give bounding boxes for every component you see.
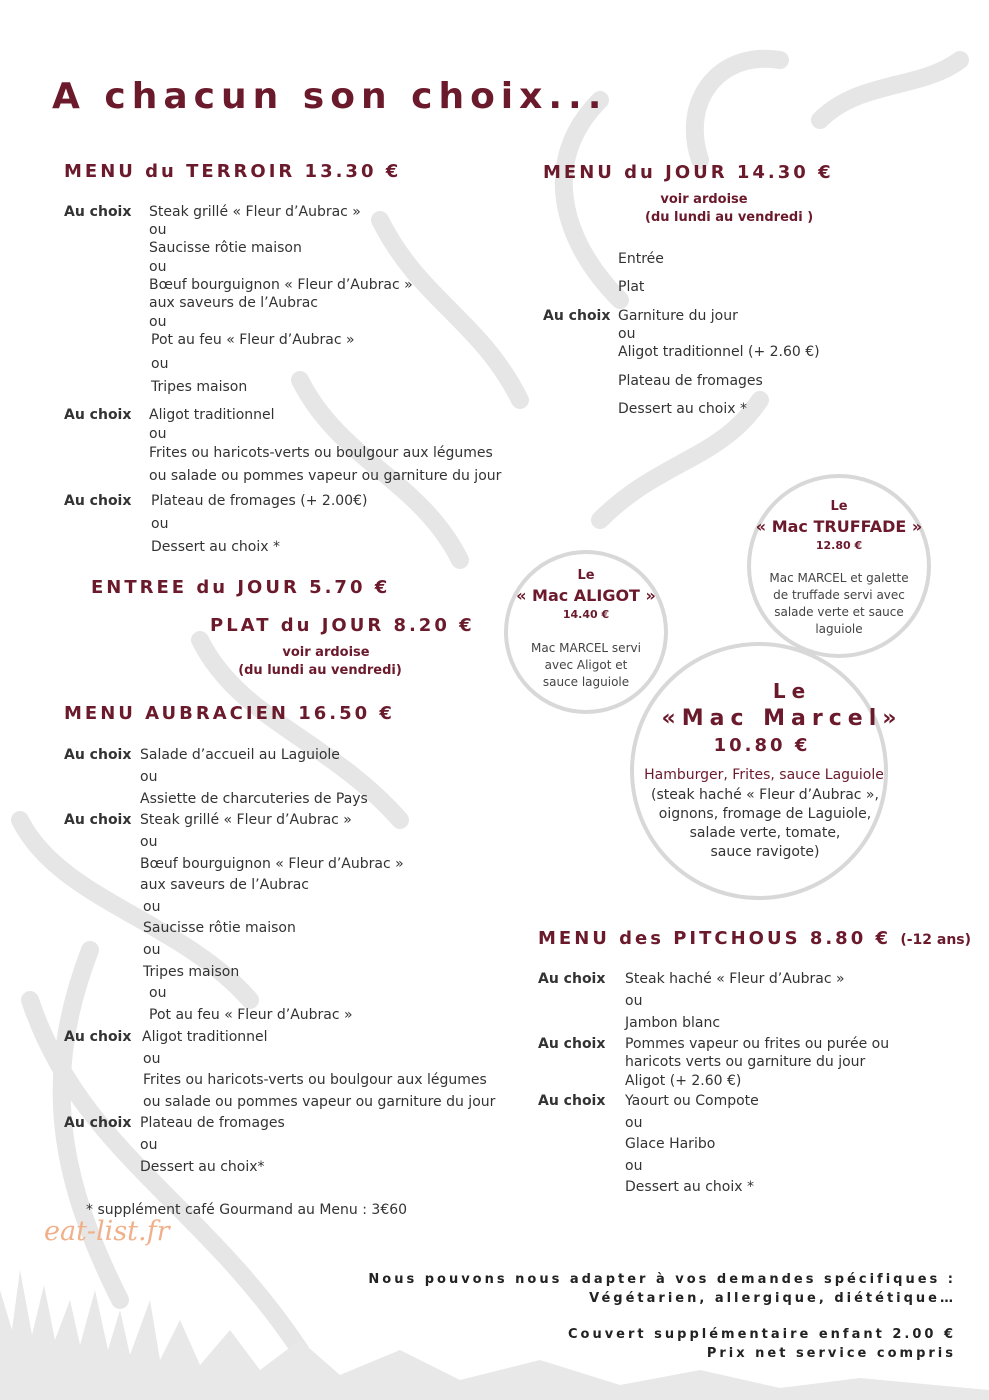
aubracien-item: ou: [149, 985, 167, 1001]
aubracien-label-2: Au choix: [64, 812, 132, 828]
aubracien-item: Bœuf bourguignon « Fleur d’Aubrac »: [140, 856, 404, 872]
terroir-heading: MENU du TERROIR 13.30 €: [64, 161, 402, 182]
footer-line-2: Végétarien, allergique, diététique…: [589, 1291, 956, 1306]
terroir-item: Saucisse rôtie maison: [149, 240, 302, 256]
terroir-item: Aligot traditionnel: [149, 407, 275, 423]
aligot-desc: avec Aligot et: [544, 658, 628, 672]
aubracien-label-3: Au choix: [64, 1029, 132, 1045]
plat-sub-1: voir ardoise: [282, 645, 370, 660]
terroir-item: ou: [149, 222, 167, 238]
aubracien-label-1: Au choix: [64, 747, 132, 763]
supplement-note: * supplément café Gourmand au Menu : 3€60: [86, 1202, 408, 1218]
terroir-item: Plateau de fromages (+ 2.00€): [151, 493, 368, 509]
aubracien-item: Tripes maison: [143, 964, 240, 980]
pitchous-item: ou: [625, 1158, 643, 1174]
terroir-item: ou: [149, 426, 167, 442]
pitchous-item: Aligot (+ 2.60 €): [625, 1073, 742, 1089]
aubracien-item: Pot au feu « Fleur d’Aubrac »: [149, 1007, 353, 1023]
pitchous-item: haricots verts ou garniture du jour: [625, 1054, 866, 1070]
watermark-text: eat-list.fr: [44, 1216, 170, 1247]
pitchous-item: Dessert au choix *: [625, 1179, 754, 1195]
plat-heading: PLAT du JOUR 8.20 €: [210, 615, 475, 636]
jour-heading: MENU du JOUR 14.30 €: [543, 162, 834, 183]
terroir-item: ou: [151, 356, 169, 372]
pitchous-label-1: Au choix: [538, 971, 606, 987]
marcel-le: Le: [772, 679, 812, 703]
pitchous-heading: [538, 928, 971, 949]
pitchous-item: ou: [625, 1115, 643, 1131]
truffade-price: 12.80 €: [815, 539, 863, 552]
aubracien-item: Aligot traditionnel: [142, 1029, 268, 1045]
pitchous-item: ou: [625, 993, 643, 1009]
terroir-item: ou: [151, 516, 169, 532]
aubracien-item: ou: [143, 942, 161, 958]
terroir-item: Bœuf bourguignon « Fleur d’Aubrac »: [149, 277, 413, 293]
terroir-item: ou: [149, 314, 167, 330]
jour-label: Au choix: [543, 308, 611, 324]
jour-sub-2: (du lundi au vendredi ): [645, 210, 814, 225]
terroir-item: Steak grillé « Fleur d’Aubrac »: [149, 204, 361, 220]
terroir-item: aux saveurs de l’Aubrac: [149, 295, 318, 311]
terroir-item: Frites ou haricots-verts ou boulgour aux légumes: [149, 445, 493, 461]
truffade-desc: salade verte et sauce: [774, 605, 904, 619]
terroir-label-2: Au choix: [64, 407, 132, 423]
footer-line-3: Couvert supplémentaire enfant 2.00 €: [567, 1327, 956, 1342]
pitchous-item: Yaourt ou Compote: [625, 1093, 759, 1109]
marcel-desc: (steak haché « Fleur d’Aubrac »,: [651, 787, 879, 803]
aligot-desc: sauce laguiole: [542, 675, 630, 689]
pitchous-item: Pommes vapeur ou frites ou purée ou: [625, 1036, 890, 1052]
footer-line-1: Nous pouvons nous adapter à vos demandes spécifiques :: [368, 1272, 956, 1287]
jour-sub-1: voir ardoise: [660, 192, 748, 207]
aubracien-item: Dessert au choix*: [140, 1159, 265, 1175]
terroir-item: ou: [149, 259, 167, 275]
pitchous-label-2: Au choix: [538, 1036, 606, 1052]
truffade-desc: de truffade servi avec: [773, 588, 905, 602]
aubracien-item: ou: [140, 769, 158, 785]
footer-line-4: Prix net service compris: [706, 1346, 956, 1361]
marcel-desc: sauce ravigote): [710, 844, 820, 860]
aubracien-label-4: Au choix: [64, 1115, 132, 1131]
aubracien-item: ou: [140, 1137, 158, 1153]
jour-item: ou: [618, 326, 636, 342]
marcel-desc: salade verte, tomate,: [689, 825, 841, 841]
terroir-item: Tripes maison: [151, 379, 248, 395]
aubracien-item: ou: [143, 899, 161, 915]
pitchous-item: Glace Haribo: [625, 1136, 716, 1152]
pitchous-age: (-12 ans): [900, 932, 972, 948]
terroir-item: Pot au feu « Fleur d’Aubrac »: [151, 332, 355, 348]
jour-dessert: Dessert au choix *: [618, 401, 747, 417]
terroir-label-1: Au choix: [64, 204, 132, 220]
marcel-line1: Hamburger, Frites, sauce Laguiole: [644, 767, 884, 783]
pitchous-item: Steak haché « Fleur d’Aubrac »: [625, 971, 845, 987]
aubracien-item: Assiette de charcuteries de Pays: [140, 791, 368, 807]
terroir-label-3: Au choix: [64, 493, 132, 509]
page-title: A chacun son choix...: [52, 76, 608, 117]
aligot-price: 14.40 €: [562, 608, 610, 621]
jour-entree: Entrée: [618, 251, 664, 267]
jour-plat: Plat: [618, 279, 645, 295]
jour-item: Garniture du jour: [618, 308, 738, 324]
aubracien-item: ou salade ou pommes vapeur ou garniture du jour: [143, 1094, 496, 1110]
pitchous-heading-text: MENU des PITCHOUS 8.80 €: [538, 928, 892, 949]
truffade-desc: Mac MARCEL et galette: [769, 571, 909, 585]
marcel-price: 10.80 €: [713, 735, 811, 756]
aligot-le: Le: [577, 568, 595, 583]
pitchous-item: Jambon blanc: [625, 1015, 721, 1031]
truffade-desc: laguiole: [815, 622, 863, 636]
marcel-desc: oignons, fromage de Laguiole,: [658, 806, 872, 822]
aubracien-item: Plateau de fromages: [140, 1115, 285, 1131]
pitchous-label-3: Au choix: [538, 1093, 606, 1109]
plat-sub-2: (du lundi au vendredi): [238, 663, 402, 678]
aligot-name: « Mac ALIGOT »: [516, 586, 656, 605]
aubracien-item: ou: [140, 834, 158, 850]
aubracien-item: Saucisse rôtie maison: [143, 920, 296, 936]
truffade-le: Le: [830, 499, 848, 514]
truffade-name: « Mac TRUFFADE »: [755, 517, 923, 536]
aligot-desc: Mac MARCEL servi: [531, 641, 641, 655]
aubracien-item: Salade d’accueil au Laguiole: [140, 747, 340, 763]
terroir-item: Dessert au choix *: [151, 539, 280, 555]
jour-item: Aligot traditionnel (+ 2.60 €): [618, 344, 820, 360]
terroir-item: ou salade ou pommes vapeur ou garniture du jour: [149, 468, 502, 484]
jour-plateau: Plateau de fromages: [618, 373, 763, 389]
marcel-name: «Mac Marcel»: [661, 706, 903, 731]
aubracien-item: aux saveurs de l’Aubrac: [140, 877, 309, 893]
aubracien-item: Frites ou haricots-verts ou boulgour aux légumes: [143, 1072, 487, 1088]
aubracien-item: Steak grillé « Fleur d’Aubrac »: [140, 812, 352, 828]
aubracien-heading: MENU AUBRACIEN 16.50 €: [64, 703, 395, 724]
entree-heading: ENTREE du JOUR 5.70 €: [91, 577, 391, 598]
aubracien-item: ou: [143, 1051, 161, 1067]
